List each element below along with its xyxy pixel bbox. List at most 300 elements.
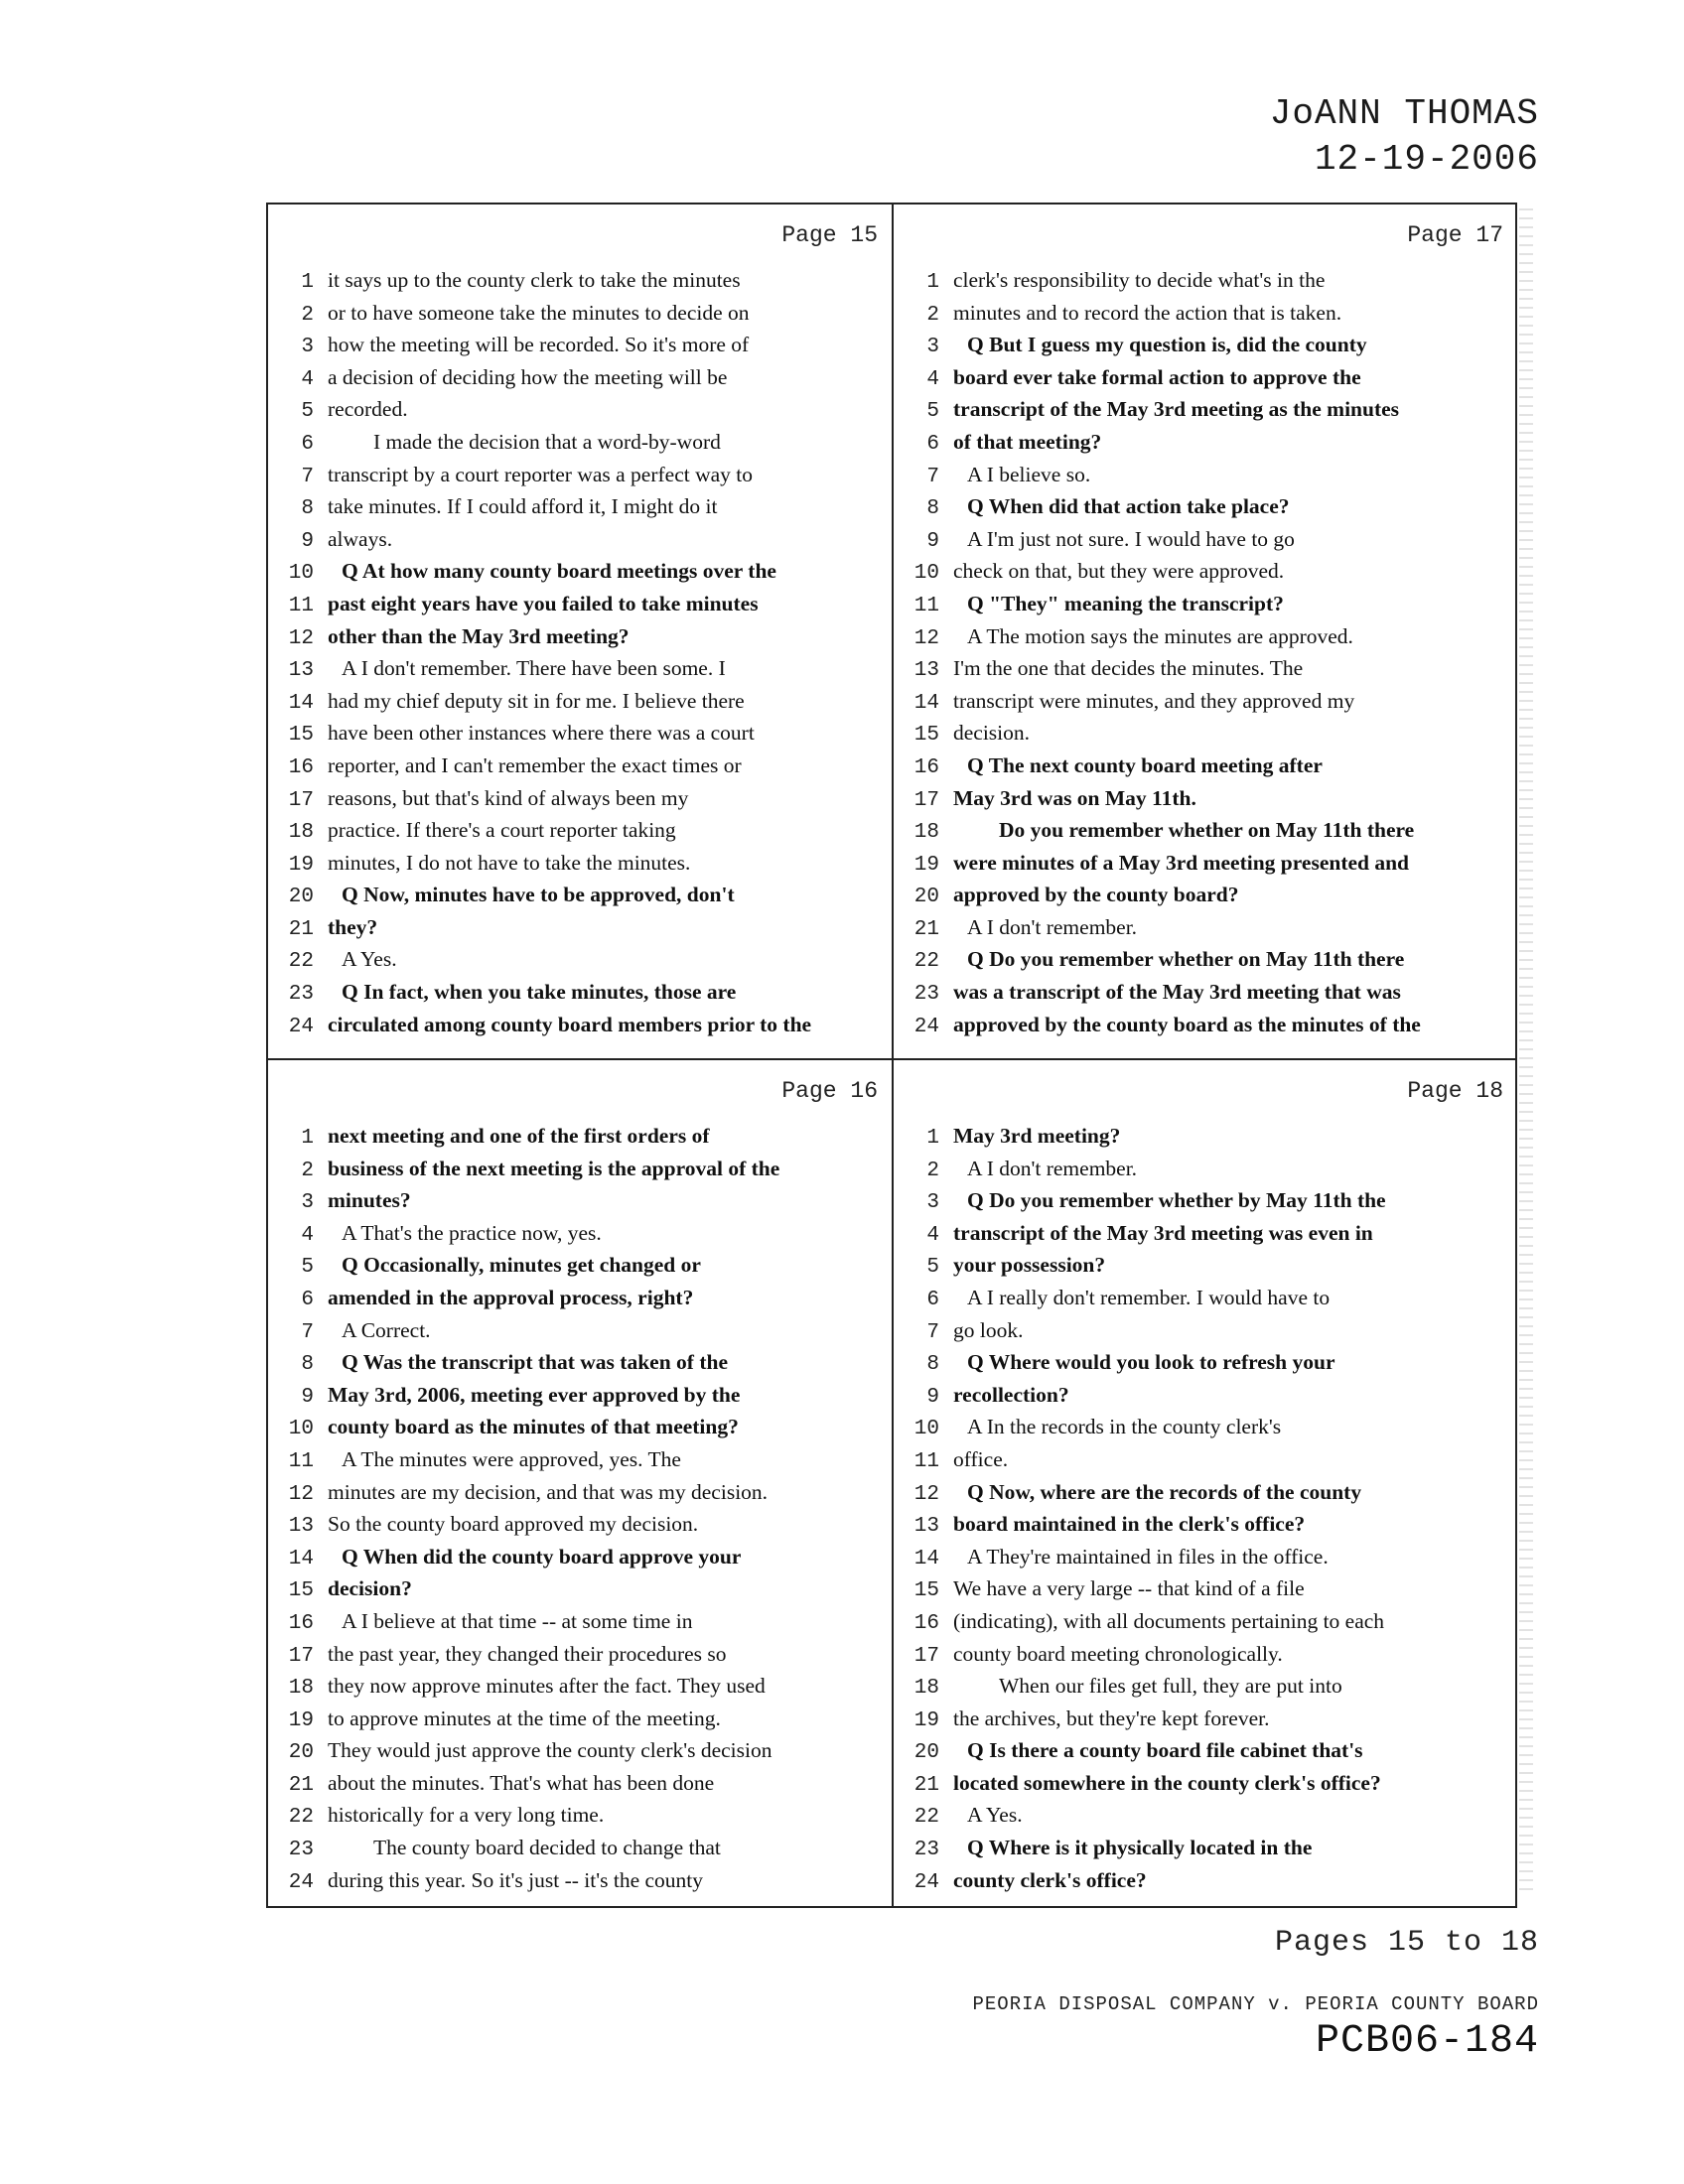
line-number: 6	[301, 432, 314, 456]
line-number: 11	[288, 1449, 314, 1473]
line-number: 15	[288, 1579, 314, 1603]
line-number: 15	[913, 1579, 939, 1603]
transcript-line	[274, 1703, 888, 1735]
line-text: a decision of deciding how the meeting will be	[328, 364, 728, 389]
transcript-line	[274, 750, 888, 782]
transcript-lines	[900, 264, 1513, 1040]
transcript-line	[274, 943, 888, 976]
line-number: 3	[301, 336, 314, 359]
line-text: Q The next county board meeting after	[967, 752, 1323, 777]
line-text: board maintained in the clerk's office?	[953, 1512, 1306, 1537]
case-number: PCB06-184	[1315, 2019, 1539, 2064]
transcript-line	[274, 1184, 888, 1217]
line-text: Q When did the county board approve your	[342, 1544, 742, 1569]
line-number: 3	[926, 336, 939, 359]
line-text: A The minutes were approved, yes. The	[342, 1446, 681, 1471]
transcript-line	[900, 1411, 1513, 1443]
line-number: 2	[301, 303, 314, 327]
line-text: check on that, but they were approved.	[953, 559, 1285, 584]
line-number: 7	[926, 465, 939, 488]
line-text: amended in the approval process, right?	[328, 1285, 694, 1309]
line-text: board ever take formal action to approve the	[953, 364, 1361, 389]
transcript-line	[900, 1541, 1513, 1573]
line-number: 6	[301, 1288, 314, 1311]
line-text: (indicating), with all documents pertaining to each	[953, 1608, 1385, 1633]
transcript-line	[900, 1799, 1513, 1832]
transcript-line	[274, 782, 888, 815]
transcript-line	[900, 911, 1513, 944]
transcript-line	[274, 1541, 888, 1573]
line-text: Q Where would you look to refresh your	[967, 1350, 1335, 1375]
line-number: 9	[926, 529, 939, 553]
transcript-line	[274, 297, 888, 330]
transcript-line	[274, 555, 888, 588]
line-text: transcript were minutes, and they approved my	[953, 688, 1355, 713]
line-number: 5	[926, 400, 939, 424]
line-text: other than the May 3rd meeting?	[328, 623, 630, 648]
line-number: 5	[301, 400, 314, 424]
transcript-line	[900, 879, 1513, 911]
line-number: 11	[288, 594, 314, 617]
transcript-line	[274, 1120, 888, 1153]
line-number: 23	[288, 983, 314, 1007]
line-number: 17	[288, 788, 314, 812]
transcript-line	[274, 685, 888, 718]
line-text: They would just approve the county clerk's decision	[328, 1738, 772, 1763]
line-text: were minutes of a May 3rd meeting presented and	[953, 850, 1410, 875]
transcript-line	[900, 1508, 1513, 1541]
transcript-line	[900, 1864, 1513, 1897]
transcript-line	[900, 361, 1513, 394]
transcript-line	[900, 1009, 1513, 1041]
transcript-line	[900, 976, 1513, 1009]
line-text: approved by the county board?	[953, 883, 1239, 907]
transcript-line	[900, 1767, 1513, 1800]
transcript-line	[274, 393, 888, 426]
line-number: 17	[913, 788, 939, 812]
line-number: 5	[926, 1256, 939, 1280]
line-text: transcript of the May 3rd meeting as the minutes	[953, 397, 1400, 422]
line-text: When our files get full, they are put into	[999, 1674, 1342, 1699]
line-text: Q When did that action take place?	[967, 494, 1290, 519]
line-text: decision.	[953, 721, 1031, 746]
case-caption: PEORIA DISPOSAL COMPANY v. PEORIA COUNTY BOARD	[972, 1993, 1539, 2015]
transcript-line	[900, 1346, 1513, 1379]
line-text: about the minutes. That's what has been done	[328, 1770, 715, 1795]
line-number: 22	[913, 1806, 939, 1830]
transcript-line	[274, 1832, 888, 1864]
line-number: 3	[301, 1191, 314, 1215]
line-number: 17	[288, 1644, 314, 1668]
line-number: 1	[301, 1127, 314, 1150]
transcript-line	[274, 1638, 888, 1671]
line-text: We have a very large -- that kind of a file	[953, 1576, 1305, 1601]
line-text: office.	[953, 1446, 1009, 1471]
line-number: 18	[913, 821, 939, 845]
line-text: minutes?	[328, 1188, 411, 1213]
transcript-line	[900, 1443, 1513, 1476]
line-number: 24	[288, 1870, 314, 1894]
line-number: 1	[926, 1127, 939, 1150]
line-text: business of the next meeting is the approval of the	[328, 1156, 780, 1180]
line-number: 7	[926, 1320, 939, 1344]
line-number: 14	[913, 1547, 939, 1570]
line-text: The county board decided to change that	[373, 1836, 721, 1860]
transcript-line	[900, 750, 1513, 782]
line-number: 14	[913, 691, 939, 715]
transcript-line	[274, 1799, 888, 1832]
transcript-line	[274, 588, 888, 620]
line-text: A I really don't remember. I would have to	[967, 1285, 1331, 1309]
line-text: have been other instances where there was a court	[328, 721, 755, 746]
line-text: they now approve minutes after the fact. They used	[328, 1674, 766, 1699]
witness-name: JoANN THOMAS	[1269, 93, 1539, 134]
line-number: 21	[913, 1773, 939, 1797]
line-number: 1	[926, 271, 939, 294]
line-number: 10	[288, 1418, 314, 1441]
transcript-line	[274, 620, 888, 653]
line-number: 22	[913, 950, 939, 974]
line-number: 9	[926, 1385, 939, 1409]
line-number: 5	[301, 1256, 314, 1280]
line-number: 24	[913, 1015, 939, 1038]
line-text: your possession?	[953, 1253, 1106, 1278]
transcript-line	[274, 1153, 888, 1185]
line-text: always.	[328, 526, 393, 551]
line-text: Q Where is it physically located in the	[967, 1836, 1313, 1860]
line-text: practice. If there's a court reporter taking	[328, 818, 676, 843]
page-label: Page 16	[781, 1078, 878, 1104]
line-text: A I'm just not sure. I would have to go	[967, 526, 1295, 551]
transcript-line	[274, 1476, 888, 1509]
column-divider	[892, 205, 894, 1906]
transcript-line	[274, 847, 888, 880]
line-number: 18	[288, 821, 314, 845]
transcript-line	[274, 1572, 888, 1605]
line-text: A The motion says the minutes are approved.	[967, 623, 1353, 648]
transcript-line	[900, 943, 1513, 976]
line-text: approved by the county board as the minutes of the	[953, 1012, 1421, 1036]
transcript-line	[274, 1767, 888, 1800]
transcript-line	[900, 782, 1513, 815]
line-text: to approve minutes at the time of the meeting.	[328, 1706, 721, 1730]
line-number: 18	[288, 1677, 314, 1701]
line-number: 13	[913, 1515, 939, 1539]
line-number: 4	[301, 1223, 314, 1247]
line-number: 8	[301, 497, 314, 521]
transcript-line	[900, 1120, 1513, 1153]
transcript-line	[274, 459, 888, 491]
line-number: 13	[288, 1515, 314, 1539]
line-text: located somewhere in the county clerk's office?	[953, 1770, 1381, 1795]
transcript-line	[900, 490, 1513, 523]
line-text: the archives, but they're kept forever.	[953, 1706, 1270, 1730]
line-text: A I believe so.	[967, 462, 1091, 486]
transcript-line	[900, 814, 1513, 847]
transcript-line	[900, 1184, 1513, 1217]
transcript-line	[900, 1249, 1513, 1282]
transcript-page-15	[274, 205, 888, 1050]
transcript-line	[900, 685, 1513, 718]
transcript-line	[274, 1443, 888, 1476]
line-number: 23	[288, 1839, 314, 1862]
line-text: Q Do you remember whether on May 11th there	[967, 947, 1405, 972]
line-number: 10	[913, 562, 939, 586]
transcript-line	[274, 1734, 888, 1767]
transcript-line	[274, 361, 888, 394]
line-number: 21	[913, 917, 939, 941]
line-number: 13	[288, 659, 314, 683]
line-number: 7	[301, 1320, 314, 1344]
transcript-line	[274, 1670, 888, 1703]
deposition-date: 12-19-2006	[1314, 139, 1539, 180]
transcript-page-16	[274, 1060, 888, 1906]
line-text: county board meeting chronologically.	[953, 1641, 1283, 1666]
line-text: take minutes. If I could afford it, I might do it	[328, 494, 718, 519]
line-text: So the county board approved my decision.	[328, 1512, 699, 1537]
transcript-line	[274, 976, 888, 1009]
transcript-line	[274, 329, 888, 361]
line-text: during this year. So it's just -- it's the county	[328, 1867, 704, 1892]
line-number: 2	[301, 1159, 314, 1182]
line-text: A They're maintained in files in the office.	[967, 1544, 1329, 1569]
line-number: 20	[288, 1741, 314, 1765]
transcript-line	[900, 620, 1513, 653]
line-number: 14	[288, 691, 314, 715]
line-number: 22	[288, 950, 314, 974]
line-number: 7	[301, 465, 314, 488]
transcript-line	[274, 1508, 888, 1541]
line-number: 19	[913, 1708, 939, 1732]
line-number: 1	[301, 271, 314, 294]
transcript-line	[900, 1572, 1513, 1605]
line-number: 12	[913, 626, 939, 650]
line-text: A That's the practice now, yes.	[342, 1220, 602, 1245]
line-text: how the meeting will be recorded. So it's more of	[328, 333, 750, 357]
line-number: 12	[288, 626, 314, 650]
transcript-line	[274, 1346, 888, 1379]
line-number: 15	[288, 724, 314, 748]
line-number: 10	[288, 562, 314, 586]
transcript-line	[274, 879, 888, 911]
line-text: minutes and to record the action that is taken.	[953, 300, 1342, 325]
pages-range: Pages 15 to 18	[1274, 1926, 1539, 1960]
page-label: Page 15	[781, 222, 878, 248]
line-number: 16	[913, 1611, 939, 1635]
line-number: 20	[288, 886, 314, 909]
line-text: Q Occasionally, minutes get changed or	[342, 1253, 701, 1278]
line-number: 17	[913, 1644, 939, 1668]
line-text: May 3rd, 2006, meeting ever approved by the	[328, 1382, 741, 1407]
line-number: 8	[926, 497, 939, 521]
line-text: A In the records in the county clerk's	[967, 1415, 1282, 1439]
transcript-line	[274, 426, 888, 459]
line-text: A Yes.	[967, 1803, 1023, 1828]
transcript-line	[900, 1314, 1513, 1347]
line-text: recollection?	[953, 1382, 1069, 1407]
line-text: A I believe at that time -- at some time in	[342, 1608, 693, 1633]
line-text: the past year, they changed their procedures so	[328, 1641, 727, 1666]
line-text: it says up to the county clerk to take the minutes	[328, 268, 741, 292]
transcript-line	[900, 523, 1513, 556]
line-text: county clerk's office?	[953, 1867, 1147, 1892]
transcript-line	[900, 588, 1513, 620]
transcript-frame	[266, 203, 1517, 1908]
line-number: 16	[288, 1611, 314, 1635]
transcript-line	[274, 523, 888, 556]
line-text: May 3rd was on May 11th.	[953, 785, 1196, 810]
transcript-page-17	[900, 205, 1513, 1050]
line-number: 16	[288, 755, 314, 779]
line-number: 16	[913, 755, 939, 779]
transcript-line	[274, 814, 888, 847]
transcript-line	[900, 717, 1513, 750]
line-text: transcript by a court reporter was a perfect way to	[328, 462, 754, 486]
line-number: 24	[288, 1015, 314, 1038]
line-number: 14	[288, 1547, 314, 1570]
line-text: minutes, I do not have to take the minutes.	[328, 850, 691, 875]
transcript-line	[900, 1379, 1513, 1412]
line-text: Q But I guess my question is, did the county	[967, 333, 1367, 357]
transcript-line	[900, 264, 1513, 297]
line-text: circulated among county board members prior to the	[328, 1012, 812, 1036]
transcript-line	[274, 1379, 888, 1412]
line-number: 20	[913, 1741, 939, 1765]
transcript-line	[900, 555, 1513, 588]
transcript-line	[900, 1605, 1513, 1638]
line-text: past eight years have you failed to take minutes	[328, 591, 759, 615]
line-number: 4	[926, 1223, 939, 1247]
line-number: 2	[926, 1159, 939, 1182]
line-number: 9	[301, 529, 314, 553]
transcript-line	[274, 1605, 888, 1638]
line-text: Q "They" meaning the transcript?	[967, 591, 1284, 615]
transcript-line	[900, 459, 1513, 491]
line-number: 12	[288, 1482, 314, 1506]
transcript-line	[274, 1864, 888, 1897]
line-text: was a transcript of the May 3rd meeting that was	[953, 980, 1401, 1005]
line-text: go look.	[953, 1317, 1024, 1342]
line-text: A I don't remember. There have been some. I	[342, 656, 726, 681]
line-number: 19	[913, 853, 939, 877]
transcript-page-18	[900, 1060, 1513, 1906]
transcript-line	[274, 1009, 888, 1041]
transcript-line	[900, 297, 1513, 330]
line-text: A Yes.	[342, 947, 397, 972]
line-number: 6	[926, 1288, 939, 1311]
transcript-line	[274, 490, 888, 523]
line-number: 21	[288, 1773, 314, 1797]
transcript-line	[900, 652, 1513, 685]
transcript-line	[274, 911, 888, 944]
line-number: 21	[288, 917, 314, 941]
transcript-line	[900, 1638, 1513, 1671]
line-number: 20	[913, 886, 939, 909]
line-text: or to have someone take the minutes to decide on	[328, 300, 750, 325]
transcript-line	[900, 1670, 1513, 1703]
line-text: reasons, but that's kind of always been my	[328, 785, 689, 810]
line-number: 19	[288, 1708, 314, 1732]
transcript-line	[900, 847, 1513, 880]
line-number: 23	[913, 1839, 939, 1862]
line-text: A Correct.	[342, 1317, 431, 1342]
line-number: 24	[913, 1870, 939, 1894]
transcript-line	[274, 264, 888, 297]
transcript-line	[274, 1314, 888, 1347]
line-text: minutes are my decision, and that was my decision.	[328, 1479, 769, 1504]
line-text: A I don't remember.	[967, 914, 1138, 939]
line-text: Q Is there a county board file cabinet that's	[967, 1738, 1363, 1763]
line-text: historically for a very long time.	[328, 1803, 605, 1828]
line-text: I'm the one that decides the minutes. The	[953, 656, 1304, 681]
transcript-line	[274, 652, 888, 685]
line-number: 10	[913, 1418, 939, 1441]
transcript-line	[900, 329, 1513, 361]
transcript-line	[900, 393, 1513, 426]
line-text: clerk's responsibility to decide what's in the	[953, 268, 1326, 292]
transcript-lines	[900, 1120, 1513, 1896]
line-number: 13	[913, 659, 939, 683]
transcript-line	[900, 426, 1513, 459]
line-text: Q At how many county board meetings over the	[342, 559, 776, 584]
line-text: Q Was the transcript that was taken of the	[342, 1350, 728, 1375]
line-number: 18	[913, 1677, 939, 1701]
line-number: 22	[288, 1806, 314, 1830]
line-text: they?	[328, 914, 378, 939]
line-text: county board as the minutes of that meeting?	[328, 1415, 739, 1439]
transcript-line	[900, 1282, 1513, 1314]
line-number: 9	[301, 1385, 314, 1409]
transcript-line	[900, 1217, 1513, 1250]
line-number: 19	[288, 853, 314, 877]
line-number: 11	[913, 594, 939, 617]
transcript-line	[900, 1153, 1513, 1185]
transcript-line	[274, 1249, 888, 1282]
transcript-line	[274, 1217, 888, 1250]
line-text: Q In fact, when you take minutes, those are	[342, 980, 737, 1005]
transcript-line	[274, 1282, 888, 1314]
line-text: Do you remember whether on May 11th there	[999, 818, 1415, 843]
line-number: 6	[926, 432, 939, 456]
line-number: 11	[913, 1449, 939, 1473]
transcript-line	[274, 1411, 888, 1443]
line-text: recorded.	[328, 397, 408, 422]
line-text: May 3rd meeting?	[953, 1124, 1121, 1148]
transcript-lines	[274, 1120, 888, 1896]
line-text: Q Now, where are the records of the county	[967, 1479, 1362, 1504]
scan-edge-artifact	[1519, 208, 1533, 1896]
transcript-line	[900, 1476, 1513, 1509]
line-number: 12	[913, 1482, 939, 1506]
transcript-line	[900, 1703, 1513, 1735]
line-number: 2	[926, 303, 939, 327]
line-text: of that meeting?	[953, 429, 1102, 454]
line-text: transcript of the May 3rd meeting was even in	[953, 1220, 1373, 1245]
line-number: 23	[913, 983, 939, 1007]
line-number: 8	[301, 1353, 314, 1377]
transcript-line	[900, 1832, 1513, 1864]
line-text: had my chief deputy sit in for me. I believe there	[328, 688, 745, 713]
line-text: next meeting and one of the first orders of	[328, 1124, 710, 1148]
line-number: 15	[913, 724, 939, 748]
line-number: 4	[926, 367, 939, 391]
line-number: 8	[926, 1353, 939, 1377]
page-label: Page 18	[1407, 1078, 1503, 1104]
line-text: A I don't remember.	[967, 1156, 1138, 1180]
line-text: I made the decision that a word-by-word	[373, 429, 721, 454]
transcript-line	[900, 1734, 1513, 1767]
line-text: Q Do you remember whether by May 11th the	[967, 1188, 1386, 1213]
